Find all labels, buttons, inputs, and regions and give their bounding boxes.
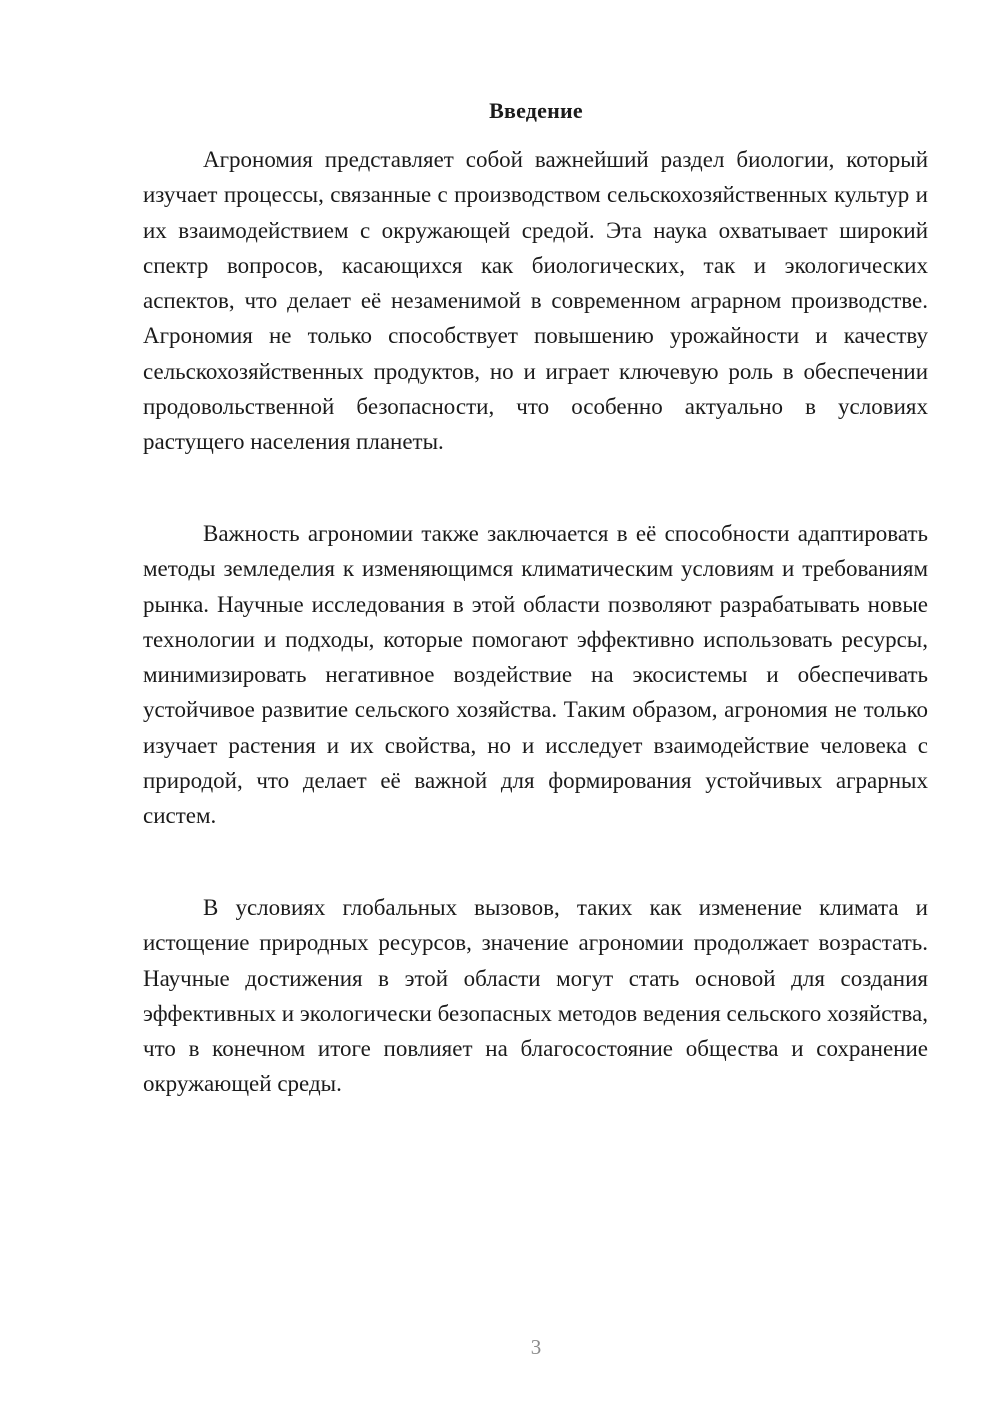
page-number: 3: [530, 1335, 542, 1359]
paragraph-1: Агрономия представляет собой важнейший раздел биологии, который изучает процессы, связанные с производством сельскохозяйственных культур и их взаимодействием с окружающей средой. Эта наука охватывает широкий спектр вопросов, касающихся как биологических, так и экологических аспектов, что делает её незаменимой в современном аграрном производстве. Агрономия не только способствует повышению урожайности и качеству сельскохозяйственных продуктов, но и играет ключевую роль в обеспечении продовольственной безопасности, что особенно актуально в условиях растущего населения планеты.: [143, 147, 928, 455]
section-heading: Введение: [489, 98, 583, 123]
paragraph-3: В условиях глобальных вызовов, таких как изменение климата и истощение природных ресурсов, значение агрономии продолжает возрастать. Научные достижения в этой области могут стать основой для создания эффективных и экологически безопасных методов ведения сельского хозяйства, что в конечном итоге повлияет на благосостояние общества и сохранение окружающей среды.: [143, 895, 928, 1097]
paragraph-2: Важность агрономии также заключается в её способности адаптировать методы земледелия к изменяющимся климатическим условиям и требованиям рынка. Научные исследования в этой области позволяют разрабатывать новые технологии и подходы, которые помогают эффективно использовать ресурсы, минимизировать негативное воздействие на экосистемы и обеспечивать устойчивое развитие сельского хозяйства. Таким образом, агрономия не только изучает растения и их свойства, но и исследует взаимодействие человека с природой, что делает её важной для формирования устойчивых аграрных систем.: [143, 521, 928, 829]
